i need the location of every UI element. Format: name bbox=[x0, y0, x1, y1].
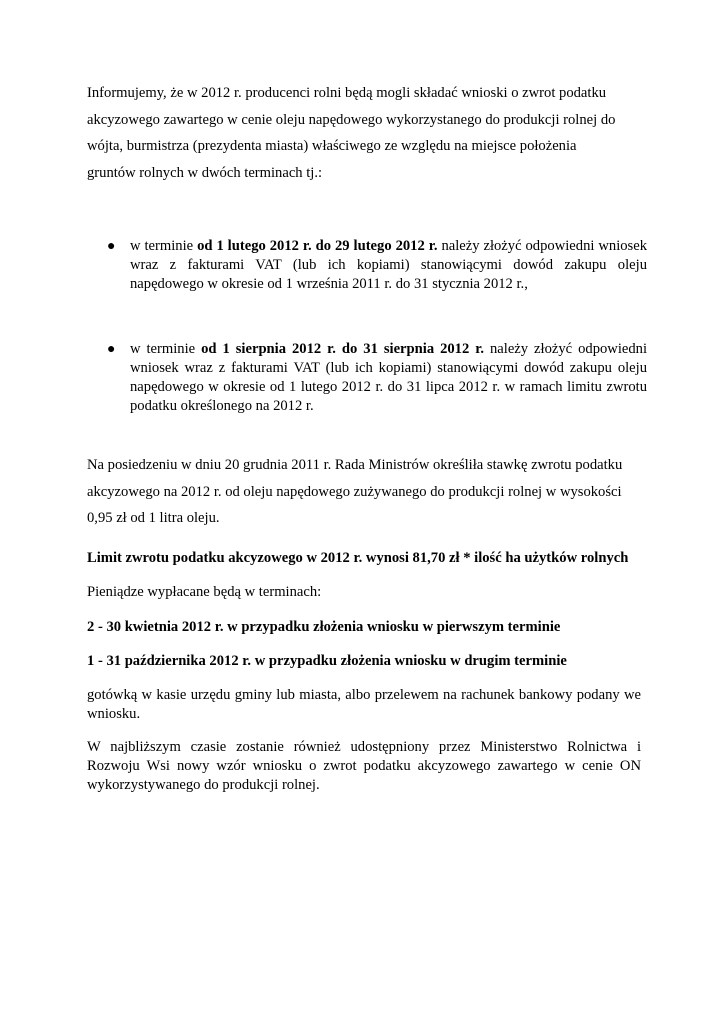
rate-line: 0,95 zł od 1 litra oleju. bbox=[87, 510, 220, 527]
bullet-text bbox=[130, 340, 647, 416]
limit-statement: Limit zwrotu podatku akcyzowego w 2012 r. wynosi 81,70 zł * ilość ha użytków rolnych bbox=[87, 550, 629, 566]
bullet-term-dates: od 1 sierpnia 2012 r. do 31 sierpnia 2012 r. bbox=[201, 341, 485, 357]
bullet-icon: ● bbox=[107, 239, 116, 254]
payout-first-term: 2 - 30 kwietnia 2012 r. w przypadku złożenia wniosku w pierwszym terminie bbox=[87, 619, 561, 635]
rate-line: akcyzowego na 2012 r. od oleju napędowego zużywanego do produkcji rolnej w wysokości bbox=[87, 483, 622, 500]
bullet-text-pre: w terminie bbox=[130, 238, 198, 254]
intro-line: akcyzowego zawartego w cenie oleju napędowego wykorzystanego do produkcji rolnej do bbox=[87, 111, 616, 128]
bullet-text-post: należy złożyć odpowiedni wniosek wraz z fakturami VAT (lub ich kopiami) stanowiącymi dowód zakupu oleju napędowego w okresie od 1 lutego 2012 r. do 31 lipca 2012 r. w ramach limitu zwrotu podatku określonego na 2012 r. bbox=[130, 341, 648, 414]
rate-paragraph bbox=[87, 452, 641, 532]
bullet-text bbox=[130, 237, 647, 294]
closing-paragraph: W najbliższym czasie zostanie również udostępniony przez Ministerstwo Rolnictwa i Rozwoju Wsi nowy wzór wniosku o zwrot podatku akcyzowego zawartego w cenie ON wykorzystywanego do produkcji rolnej. bbox=[87, 739, 641, 793]
payout-intro: Pieniądze wypłacane będą w terminach: bbox=[87, 584, 322, 600]
intro-line: wójta, burmistrza (prezydenta miasta) właściwego ze względu na miejsce położenia bbox=[87, 138, 577, 155]
intro-line: gruntów rolnych w dwóch terminach tj.: bbox=[87, 164, 323, 181]
intro-line: Informujemy, że w 2012 r. producenci rolni będą mogli składać wnioski o zwrot podatku bbox=[87, 85, 607, 101]
payout-second-term: 1 - 31 października 2012 r. w przypadku złożenia wniosku w drugim terminie bbox=[87, 653, 567, 669]
payment-method-paragraph: gotówką w kasie urzędu gminy lub miasta, albo przelewem na rachunek bankowy podany we wniosku. bbox=[87, 687, 641, 722]
bullet-text-post: należy złożyć odpowiedni wniosek wraz z fakturami VAT (lub ich kopiami) stanowiącymi dowód zakupu oleju napędowego w okresie od 1 września 2011 r. do 31 stycznia 2012 r., bbox=[130, 238, 648, 292]
bullet-term-dates: od 1 lutego 2012 r. do 29 lutego 2012 r. bbox=[197, 238, 438, 254]
bullet-text-pre: w terminie bbox=[130, 341, 202, 357]
bullet-icon: ● bbox=[107, 342, 116, 357]
intro-paragraph bbox=[87, 80, 641, 186]
rate-line: Na posiedzeniu w dniu 20 grudnia 2011 r. Rada Ministrów określiła stawkę zwrotu podatku bbox=[87, 457, 623, 473]
